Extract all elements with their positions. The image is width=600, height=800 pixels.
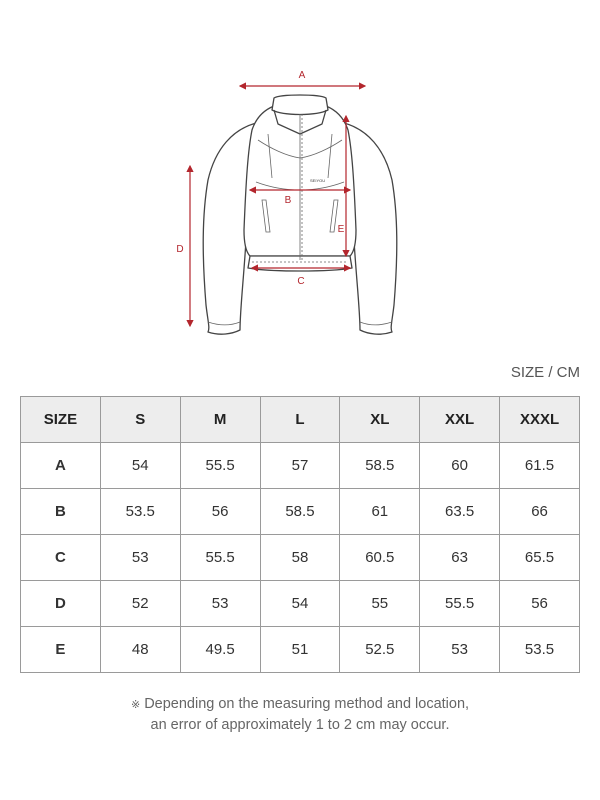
table-cell: 57 bbox=[260, 443, 340, 489]
header-l: L bbox=[260, 397, 340, 443]
table-cell: 54 bbox=[260, 581, 340, 627]
table-cell: 52 bbox=[100, 581, 180, 627]
row-label: C bbox=[21, 535, 101, 581]
note-line-2: an error of approximately 1 to 2 cm may occur. bbox=[150, 717, 450, 733]
row-label: B bbox=[21, 489, 101, 535]
table-cell: 60 bbox=[420, 443, 500, 489]
row-label: E bbox=[21, 627, 101, 673]
header-xl: XL bbox=[340, 397, 420, 443]
chest-tag-text: SEIYOU bbox=[310, 178, 326, 183]
table-cell: 52.5 bbox=[340, 627, 420, 673]
jacket-diagram bbox=[160, 60, 440, 340]
note-text-1: Depending on the measuring method and location, bbox=[144, 696, 470, 712]
header-m: M bbox=[180, 397, 260, 443]
table-cell: 48 bbox=[100, 627, 180, 673]
table-cell: 56 bbox=[180, 489, 260, 535]
table-row bbox=[21, 627, 580, 673]
unit-label: SIZE / CM bbox=[510, 364, 580, 381]
table-row bbox=[21, 535, 580, 581]
header-s: S bbox=[100, 397, 180, 443]
table-cell: 61 bbox=[340, 489, 420, 535]
table-row bbox=[21, 581, 580, 627]
table-cell: 55.5 bbox=[420, 581, 500, 627]
table-cell: 63 bbox=[420, 535, 500, 581]
label-c: C bbox=[297, 276, 305, 287]
measurement-note bbox=[0, 694, 600, 735]
table-cell: 51 bbox=[260, 627, 340, 673]
table-cell: 54 bbox=[100, 443, 180, 489]
table-row bbox=[21, 443, 580, 489]
header-size: SIZE bbox=[21, 397, 101, 443]
note-line-1 bbox=[0, 694, 600, 715]
table-cell: 58.5 bbox=[260, 489, 340, 535]
table-cell: 53 bbox=[180, 581, 260, 627]
table-row bbox=[21, 489, 580, 535]
label-a: A bbox=[298, 70, 306, 81]
table-cell: 66 bbox=[500, 489, 580, 535]
jacket-illustration bbox=[160, 60, 440, 340]
table-cell: 53.5 bbox=[500, 627, 580, 673]
row-label: A bbox=[21, 443, 101, 489]
table-cell: 55.5 bbox=[180, 443, 260, 489]
table-cell: 58 bbox=[260, 535, 340, 581]
table-cell: 61.5 bbox=[500, 443, 580, 489]
note-mark: ※ bbox=[130, 699, 141, 711]
table-cell: 55 bbox=[340, 581, 420, 627]
table-cell: 60.5 bbox=[340, 535, 420, 581]
label-e: E bbox=[337, 224, 345, 235]
header-xxxl: XXXL bbox=[500, 397, 580, 443]
table-header-row bbox=[21, 397, 580, 443]
table-cell: 53.5 bbox=[100, 489, 180, 535]
header-xxl: XXL bbox=[420, 397, 500, 443]
table-cell: 55.5 bbox=[180, 535, 260, 581]
label-d: D bbox=[176, 244, 184, 255]
table-cell: 53 bbox=[100, 535, 180, 581]
table-cell: 56 bbox=[500, 581, 580, 627]
size-table bbox=[20, 396, 580, 673]
table-cell: 58.5 bbox=[340, 443, 420, 489]
label-b: B bbox=[284, 195, 292, 206]
table-cell: 63.5 bbox=[420, 489, 500, 535]
row-label: D bbox=[21, 581, 101, 627]
table-cell: 65.5 bbox=[500, 535, 580, 581]
table-cell: 53 bbox=[420, 627, 500, 673]
table-cell: 49.5 bbox=[180, 627, 260, 673]
